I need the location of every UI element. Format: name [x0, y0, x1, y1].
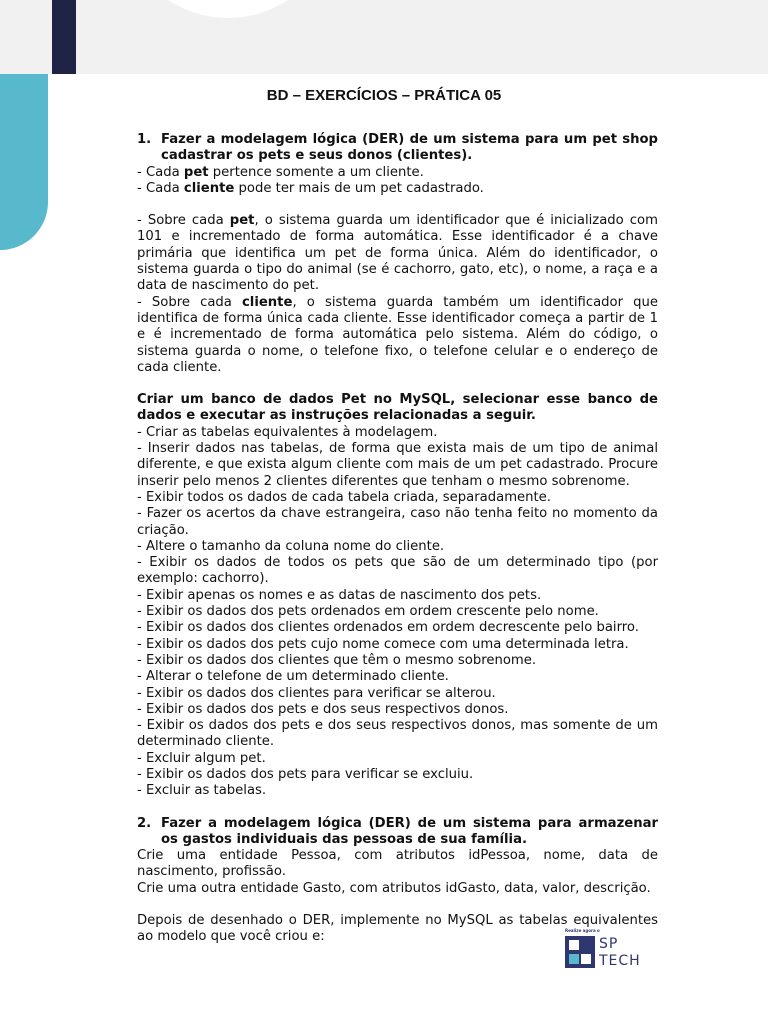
entity-gasto-text: Crie uma outra entidade Gasto, com atributos idGasto, data, valor, descrição. — [137, 880, 651, 896]
task-item: - Exibir os dados dos clientes que têm o mesmo sobrenome. — [137, 652, 537, 668]
document-body — [137, 132, 658, 946]
task-item: - Exibir apenas os nomes e as datas de nascimento dos pets. — [137, 587, 542, 603]
task-item: - Exibir os dados dos clientes ordenados em ordem decrescente pelo bairro. — [137, 620, 639, 636]
sptech-logo — [565, 928, 655, 972]
page-title: BD – EXERCÍCIOS – PRÁTICA 05 — [266, 87, 502, 104]
task-item: - Exibir os dados dos pets cujo nome comece com uma determinada letra. — [137, 636, 629, 652]
exercise-1-number: 1. — [137, 132, 152, 147]
task-item: - Exibir os dados de todos os pets que são de um determinado tipo (por exemplo: cachorro). — [137, 555, 658, 587]
implementation-text: Depois de desenhado o DER, implemente no MySQL as tabelas equivalentes ao modelo que você criou e: — [137, 913, 658, 945]
task-item: - Exibir os dados dos pets e dos seus respectivos donos, mas somente de um determinado cliente. — [137, 718, 658, 750]
logo-text-sp: SP — [599, 936, 619, 952]
task-item: - Excluir algum pet. — [137, 750, 266, 766]
exercise-1-heading-text: Fazer a modelagem lógica (DER) de um sistema para um pet shop cadastrar os pets e seus donos (clientes). — [161, 132, 658, 164]
task-item: - Excluir as tabelas. — [137, 783, 267, 799]
pet-description: - Sobre cada pet, o sistema guarda um identificador que é inicializado com 101 e incrementado de forma automática. Esse identificador é a chave primária que identifica um pet de forma única. Além do identificador, o sistema guarda o tipo do animal (se é cachorro, gato, etc), o nome, a raça e a data de nascimento do pet. — [137, 213, 658, 294]
exercise-2-heading — [137, 816, 658, 849]
task-item: - Exibir os dados dos pets ordenados em ordem crescente pelo nome. — [137, 604, 599, 620]
logo-tagline: Realize agora o — [565, 928, 600, 933]
logo-text-tech: TECH — [599, 953, 641, 969]
task-item: - Altere o tamanho da coluna nome do cliente. — [137, 538, 445, 554]
database-instructions-heading: Criar um banco de dados Pet no MySQL, selecionar esse banco de dados e executar as instruções relacionadas a seguir. — [137, 392, 658, 424]
sptech-logo-mark-icon — [565, 936, 595, 968]
header-band — [0, 0, 768, 74]
task-list — [137, 425, 658, 800]
task-item: - Criar as tabelas equivalentes à modelagem. — [137, 424, 438, 440]
task-item: - Fazer os acertos da chave estrangeira, caso não tenha feito no momento da criação. — [137, 506, 658, 538]
entity-pessoa-text: Crie uma entidade Pessoa, com atributos idPessoa, nome, data de nascimento, profissão. — [137, 848, 658, 880]
task-item: - Exibir os dados dos pets para verificar se excluiu. — [137, 766, 474, 782]
exercise-2-number: 2. — [137, 815, 152, 831]
task-item: - Exibir os dados dos pets e dos seus respectivos donos. — [137, 701, 509, 717]
task-item: - Inserir dados nas tabelas, de forma que exista mais de um tipo de animal diferente, e que exista algum cliente com mais de um pet cadastrado. Procure inserir pelo menos 2 clientes diferentes que tenham o mesmo sobrenome. — [137, 441, 658, 489]
task-item: - Exibir todos os dados de cada tabela criada, separadamente. — [137, 489, 551, 505]
navy-accent-bar — [52, 0, 76, 74]
exercise-1-heading — [137, 132, 658, 165]
task-item: - Exibir os dados dos clientes para verificar se alterou. — [137, 685, 496, 701]
rule-pet: - Cada pet pertence somente a um cliente. — [137, 164, 424, 180]
rule-cliente: - Cada cliente pode ter mais de um pet cadastrado. — [137, 180, 484, 196]
task-item: - Alterar o telefone de um determinado cliente. — [137, 669, 449, 685]
exercise-2-heading-text: Fazer a modelagem lógica (DER) de um sistema para armazenar os gastos individuais das pessoas de sua família. — [161, 815, 658, 847]
cliente-description: - Sobre cada cliente, o sistema guarda também um identificador que identifica de forma única cada cliente. Esse identificador começa a partir de 1 e é incrementado de forma automática pelo sistema. Além do código, o sistema guarda o nome, o telefone fixo, o telefone celular e o endereço de cada cliente. — [137, 294, 658, 375]
